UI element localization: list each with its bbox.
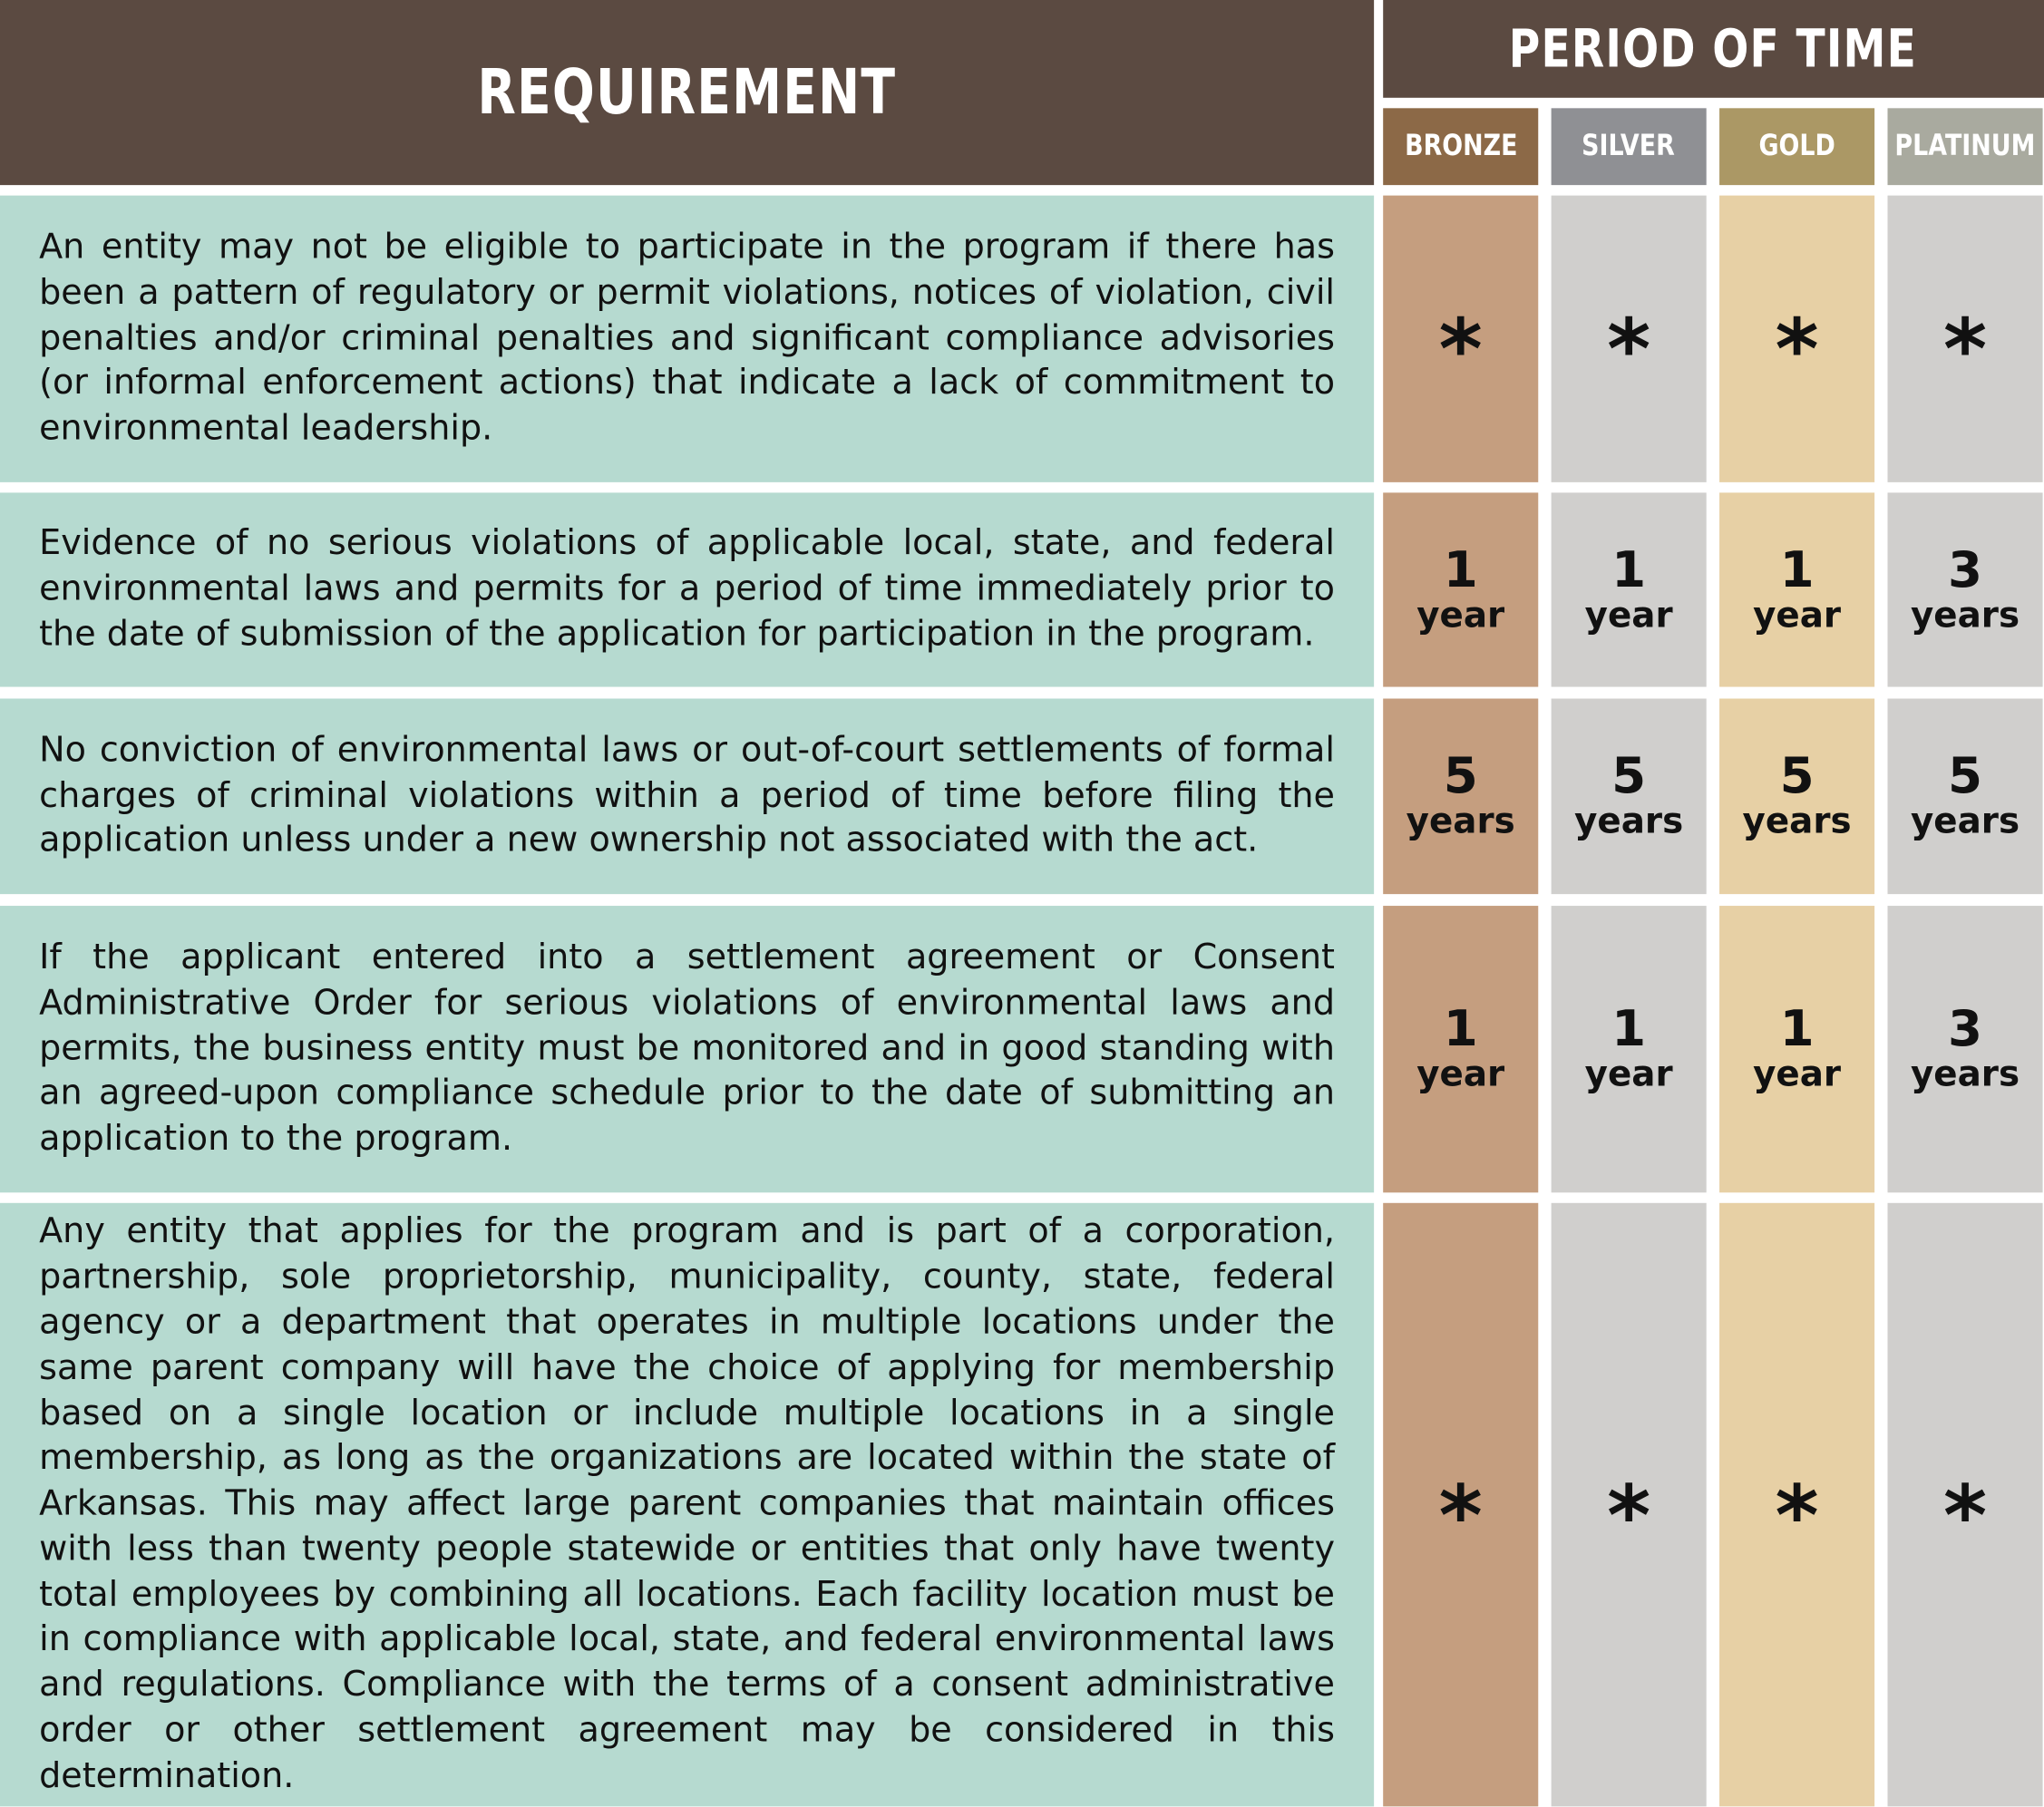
period-cell-platinum	[1888, 196, 2043, 482]
period-unit: year	[1753, 1054, 1842, 1095]
period-number: 5	[1779, 746, 1815, 804]
period-unit: years	[1910, 1054, 2020, 1095]
period-cell-silver	[1552, 196, 1707, 482]
requirement-cell	[0, 1203, 1374, 1807]
period-number: 1	[1611, 999, 1647, 1057]
period-cell-gold	[1719, 699, 1874, 895]
period-cell-platinum	[1888, 699, 2043, 895]
period-number: 1	[1611, 539, 1647, 598]
period-cell-silver	[1552, 906, 1707, 1192]
period-cell-bronze	[1383, 196, 1538, 482]
asterisk-mark: *	[1438, 302, 1483, 399]
requirement-cell	[0, 196, 1374, 482]
requirement-text: No conviction of environmental laws or out-of-court settlements of formal charges of criminal violations within a period of time before filing the application unless under a new ownership not associated with the act.	[39, 729, 1335, 861]
period-number: 1	[1443, 539, 1478, 598]
period-unit: year	[1753, 595, 1842, 636]
tier-header-silver	[1552, 108, 1707, 185]
period-number: 3	[1948, 539, 1983, 598]
period-cell-gold	[1719, 1203, 1874, 1807]
period-unit: year	[1416, 595, 1505, 636]
period-cell-bronze	[1383, 1203, 1538, 1807]
tier-label-gold: GOLD	[1758, 130, 1835, 163]
period-unit: years	[1910, 801, 2020, 842]
period-unit: years	[1910, 595, 2020, 636]
requirement-cell	[0, 492, 1374, 686]
period-unit: year	[1416, 1054, 1505, 1095]
requirement-header	[0, 0, 1374, 185]
requirement-cell	[0, 699, 1374, 895]
requirement-text: If the applicant entered into a settlement agreement or Consent Administrative Order for serious violations of environmental laws and permits, the business entity must be monitored and in good standing with an agreed-upon compliance schedule prior to the date of submitting an application to the program.	[39, 937, 1335, 1160]
period-unit: years	[1406, 801, 1515, 842]
period-cell-platinum	[1888, 492, 2043, 686]
tier-header-bronze	[1383, 108, 1538, 185]
period-cell-bronze	[1383, 906, 1538, 1192]
asterisk-mark: *	[1607, 302, 1651, 399]
period-cell-gold	[1719, 492, 1874, 686]
asterisk-mark: *	[1942, 1468, 1988, 1565]
period-of-time-header	[1383, 0, 2044, 98]
asterisk-mark: *	[1607, 1468, 1651, 1565]
asterisk-mark: *	[1775, 1468, 1819, 1565]
period-cell-platinum	[1888, 906, 2043, 1192]
period-number: 1	[1779, 999, 1815, 1057]
requirement-text: Evidence of no serious violations of applicable local, state, and federal environmental laws and permits for a period of time immediately prior to the date of submission of the application for participation in the program.	[39, 522, 1335, 655]
period-number: 3	[1948, 999, 1983, 1057]
period-cell-silver	[1552, 492, 1707, 686]
period-number: 1	[1443, 999, 1478, 1057]
period-number: 1	[1779, 539, 1815, 598]
requirement-text: An entity may not be eligible to participate in the program if there has been a pattern of regulatory or permit violations, notices of violation, civil penalties and/or criminal penalties and significant compliance advisories (or informal enforcement actions) that indicate a lack of commitment to environmental leadership.	[39, 227, 1335, 449]
period-of-time-label: PERIOD OF TIME	[1509, 18, 1918, 79]
requirement-cell	[0, 906, 1374, 1192]
tier-label-platinum: PLATINUM	[1894, 130, 2036, 163]
requirement-header-label: REQUIREMENT	[477, 55, 897, 130]
period-cell-silver	[1552, 699, 1707, 895]
asterisk-mark: *	[1438, 1468, 1483, 1565]
tier-header-platinum	[1888, 108, 2043, 185]
period-cell-gold	[1719, 906, 1874, 1192]
period-number: 5	[1948, 746, 1983, 804]
period-unit: year	[1584, 1054, 1673, 1095]
period-cell-platinum	[1888, 1203, 2043, 1807]
tier-label-silver: SILVER	[1582, 130, 1676, 163]
period-number: 5	[1611, 746, 1647, 804]
requirement-text: Any entity that applies for the program and is part of a corporation, partnership, sole proprietorship, municipality, county, state, federal agency or a department that operates in multiple locations under the same parent company will have the choice of applying for membership based on a single location or include multiple locations in a single membership, as long as the organizations are located within the state of Arkansas. This may affect large parent companies that maintain offices with less than twenty people statewide or entities that only have twenty total employees by combining all locations. Each facility location must be in compliance with applicable local, state, and federal environmental laws and regulations. Compliance with the terms of a consent administrative order or other settlement agreement may be considered in this determination.	[39, 1210, 1335, 1796]
period-cell-bronze	[1383, 699, 1538, 895]
period-cell-silver	[1552, 1203, 1707, 1807]
period-cell-bronze	[1383, 492, 1538, 686]
period-number: 5	[1443, 746, 1478, 804]
tier-header-gold	[1719, 108, 1874, 185]
tier-label-bronze: BRONZE	[1404, 130, 1517, 163]
asterisk-mark: *	[1775, 302, 1819, 399]
period-unit: years	[1742, 801, 1852, 842]
asterisk-mark: *	[1942, 302, 1988, 399]
period-cell-gold	[1719, 196, 1874, 482]
period-unit: year	[1584, 595, 1673, 636]
period-unit: years	[1574, 801, 1684, 842]
